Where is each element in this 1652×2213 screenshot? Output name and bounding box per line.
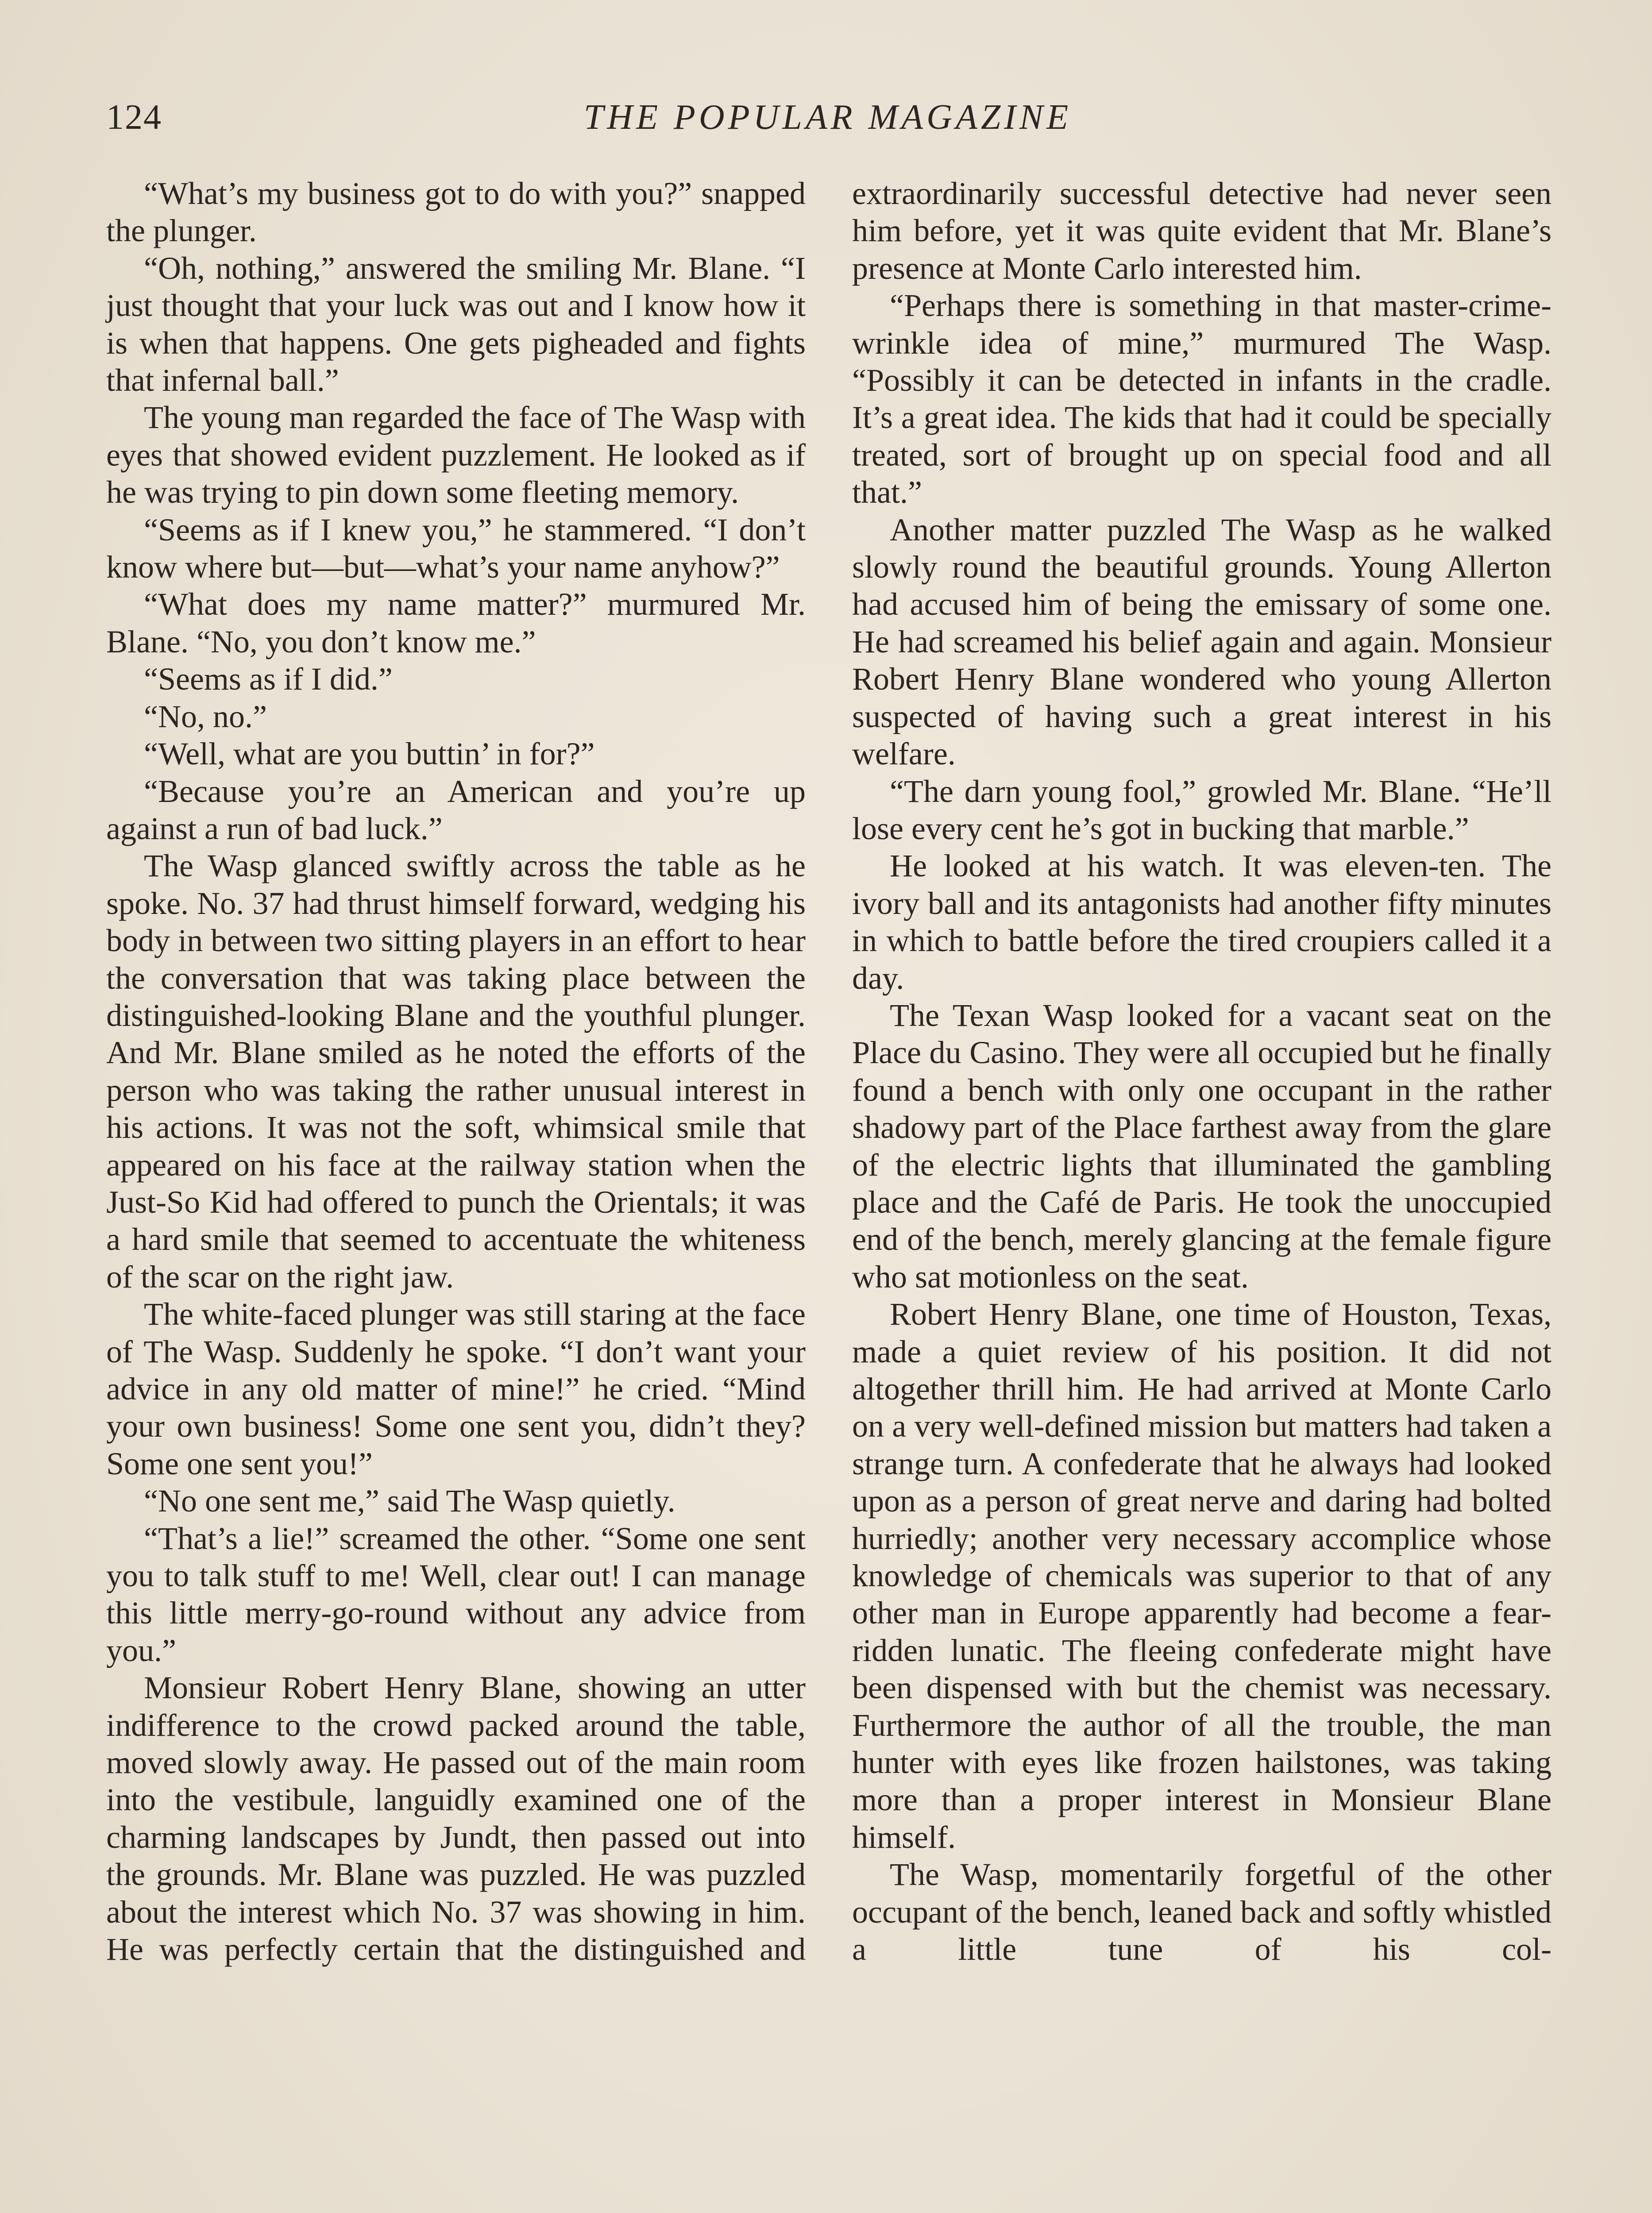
- paragraph: “No, no.”: [144, 698, 267, 734]
- paragraph: The Texan Wasp looked for a vacant seat on the Place du Casino. They were all occupied but he finally found a bench with only one occupant in the rather shadowy part of the Place farthest away from the glare of the electric lights that illuminated the gambling place and the Café de Paris. He took the unoccupied end of the bench, merely glancing at the female figure who sat motionless on the seat.: [852, 997, 1552, 1295]
- paragraph: He looked at his watch. It was eleven-ten. The ivory ball and its antagonists had another fifty minutes in which to battle before the tired croupiers called it a day.: [852, 848, 1552, 996]
- right-column: [852, 175, 1552, 1968]
- page-header: [106, 89, 1549, 146]
- paragraph-continuation: extraordinarily successful detective had never seen him before, yet it was quite evident that Mr. Blane’s presence at Monte Carlo interested him.: [852, 176, 1552, 286]
- paragraph: “Oh, nothing,” answered the smiling Mr. Blane. “I just thought that your luck was out and I know how it is when that happens. One gets pigheaded and fights that infernal ball.”: [106, 250, 806, 398]
- page-number: 124: [106, 98, 162, 137]
- paragraph: Robert Henry Blane, one time of Houston, Texas, made a quiet review of his position. It did not altogether thrill him. He had arrived at Monte Carlo on a very well-defined mission but matters had taken a strange turn. A confederate that he always had looked upon as a person of great nerve and daring had bolted hurriedly; another very necessary accomplice whose knowledge of chemicals was superior to that of any other man in Europe apparently had become a fear-ridden lunatic. The fleeing confederate might have been dispensed with but the chemist was necessary. Furthermore the author of all the trouble, the man hunter with eyes like frozen hailstones, was taking more than a proper interest in Monsieur Blane himself.: [852, 1296, 1552, 1855]
- paragraph: “That’s a lie!” screamed the other. “Some one sent you to talk stuff to me! Well, clear out! I can manage this little merry-go-round without any advice from you.”: [106, 1520, 806, 1668]
- paragraph: “Seems as if I knew you,” he stammered. “I don’t know where but—but—what’s your name anyhow?”: [106, 512, 806, 585]
- paragraph: “What’s my business got to do with you?” snapped the plunger.: [106, 176, 806, 249]
- paragraph: “Because you’re an American and you’re up against a run of bad luck.”: [106, 773, 806, 846]
- paragraph: Monsieur Robert Henry Blane, showing an utter indifference to the crowd packed around the table, moved slowly away. He passed out of the main room into the vestibule, languidly examined one of the charming landscapes by Jundt, then passed out into the grounds. Mr. Blane was puzzled. He was puzzled about the interest which No. 37 was showing in him. He was perfectly certain that the distinguished and: [106, 1670, 806, 1967]
- text-columns: [106, 175, 1552, 2213]
- running-head: THE POPULAR MAGAZINE: [583, 98, 1072, 137]
- paragraph: “What does my name matter?” murmured Mr. Blane. “No, you don’t know me.”: [106, 586, 806, 659]
- paragraph: The white-faced plunger was still staring at the face of The Wasp. Suddenly he spoke. “I don’t want your advice in any old matter of mine!” he cried. “Mind your own business! Some one sent you, didn’t they? Some one sent you!”: [106, 1296, 806, 1481]
- paragraph: “The darn young fool,” growled Mr. Blane. “He’ll lose every cent he’s got in bucking that marble.”: [852, 773, 1552, 846]
- paragraph: The young man regarded the face of The Wasp with eyes that showed evident puzzlement. He looked as if he was trying to pin down some fleeting memory.: [106, 400, 806, 510]
- paragraph: The Wasp glanced swiftly across the table as he spoke. No. 37 had thrust himself forward, wedging his body in between two sitting players in an effort to hear the conversation that was taking place between the distinguished-looking Blane and the youthful plunger. And Mr. Blane smiled as he noted the efforts of the person who was taking the rather unusual interest in his actions. It was not the soft, whimsical smile that appeared on his face at the railway station when the Just-So Kid had offered to punch the Orientals; it was a hard smile that seemed to accentuate the whiteness of the scar on the right jaw.: [106, 848, 806, 1295]
- paragraph: Another matter puzzled The Wasp as he walked slowly round the beautiful grounds. Young Allerton had accused him of being the emissary of some one. He had screamed his belief again and again. Monsieur Robert Henry Blane wondered who young Allerton suspected of having such a great interest in his welfare.: [852, 512, 1552, 772]
- paragraph: “Seems as if I did.”: [144, 661, 393, 697]
- paragraph: The Wasp, momentarily forgetful of the other occupant of the bench, leaned back and softly whistled a little tune of his col-: [852, 1857, 1552, 1967]
- paragraph: “Well, what are you buttin’ in for?”: [144, 736, 595, 772]
- paragraph: “Perhaps there is something in that master-crime-wrinkle idea of mine,” murmured The Wasp. “Possibly it can be detected in infants in the cradle. It’s a great idea. The kids that had it could be specially treated, sort of brought up on special food and all that.”: [852, 288, 1552, 510]
- paragraph: “No one sent me,” said The Wasp quietly.: [144, 1483, 675, 1519]
- left-column: [106, 175, 806, 1968]
